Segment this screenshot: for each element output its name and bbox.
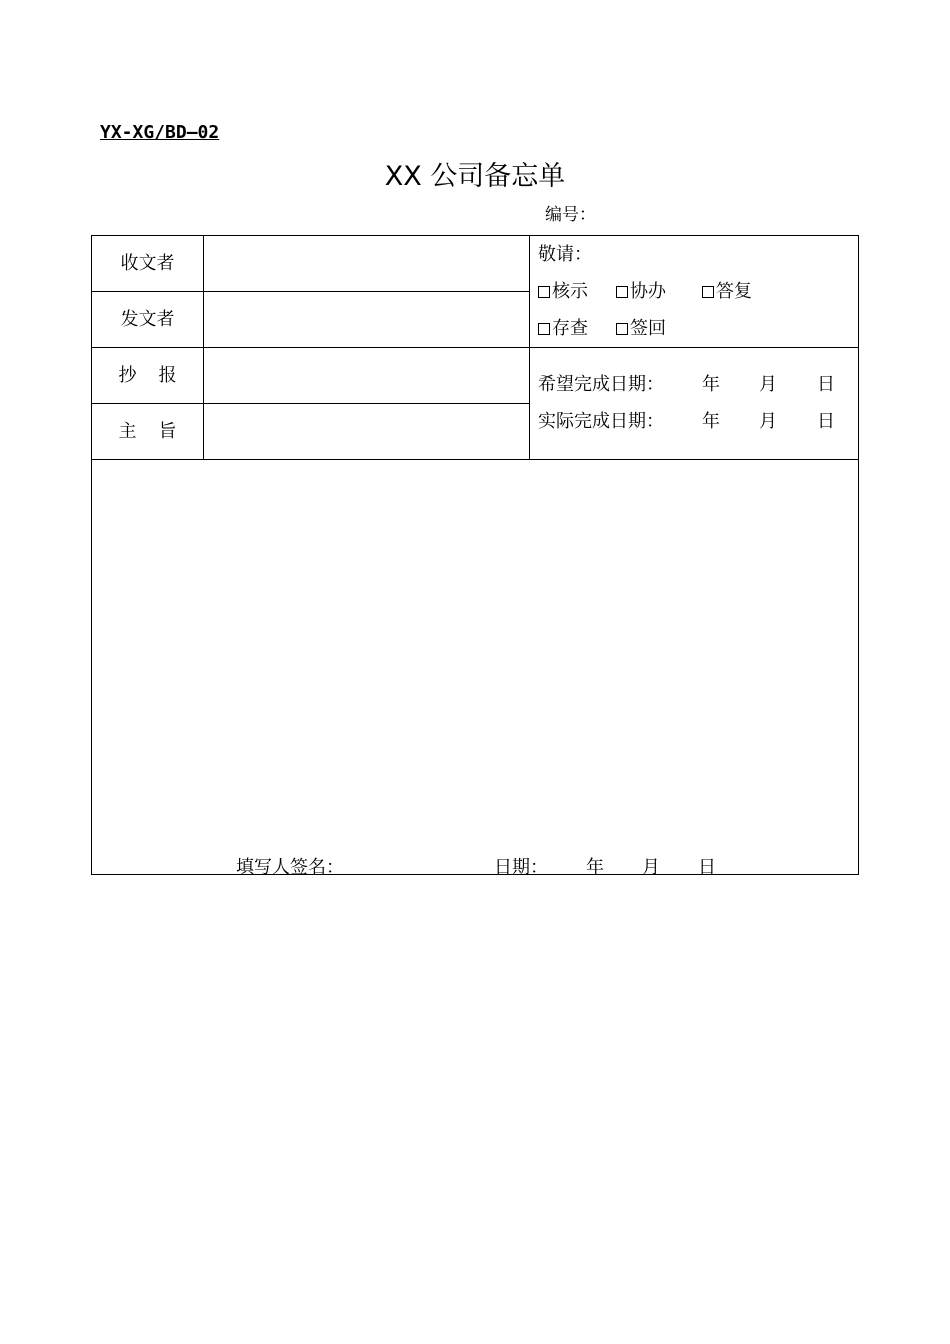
option-sign-return-label: 签回 — [630, 318, 666, 339]
footer-year: 年 — [586, 857, 604, 878]
sender-field[interactable] — [204, 292, 529, 347]
year-blank[interactable] — [548, 858, 586, 875]
subject-field[interactable] — [204, 404, 529, 459]
option-assist-label: 协办 — [630, 281, 666, 302]
cc-label — [92, 361, 203, 387]
option-file-label: 存查 — [552, 318, 588, 339]
subject-label-char-1: 主 — [118, 421, 137, 442]
actual-day: 日 — [817, 411, 835, 432]
expected-month: 月 — [759, 374, 777, 395]
checkbox-icon[interactable] — [616, 286, 628, 298]
footer-month: 月 — [642, 857, 660, 878]
footer-date — [494, 853, 716, 879]
memo-body-field[interactable] — [93, 461, 858, 846]
option-reply[interactable] — [702, 277, 752, 303]
expected-year: 年 — [702, 374, 720, 395]
subject-label — [92, 417, 203, 443]
doc-code: YX-XG/BD—02 — [100, 122, 220, 143]
recipient-label: 收文者 — [120, 253, 175, 274]
footer-day: 日 — [698, 857, 716, 878]
option-file[interactable] — [538, 314, 588, 340]
request-label: 敬请： — [538, 244, 592, 265]
option-reply-label: 答复 — [716, 281, 752, 302]
footer-date-label: 日期： — [494, 857, 548, 878]
cc-label-char-2: 报 — [158, 365, 177, 386]
option-review[interactable] — [538, 277, 588, 303]
option-sign-return[interactable] — [616, 314, 666, 340]
option-assist[interactable] — [616, 277, 666, 303]
memo-form — [91, 235, 859, 878]
serial-number-label: 编号： — [545, 205, 596, 225]
checkbox-icon[interactable] — [538, 323, 550, 335]
divider-row-4 — [92, 459, 859, 460]
subject-label-char-2: 旨 — [158, 421, 177, 442]
page-title: XX 公司备忘单 — [384, 161, 566, 192]
expected-date-label: 希望完成日期： — [538, 374, 664, 395]
option-review-label: 核示 — [552, 281, 588, 302]
checkbox-icon[interactable] — [702, 286, 714, 298]
month-blank[interactable] — [604, 858, 642, 875]
checkbox-icon[interactable] — [616, 323, 628, 335]
cc-field[interactable] — [204, 348, 529, 403]
recipient-field[interactable] — [204, 236, 529, 291]
cc-label-char-1: 抄 — [118, 365, 137, 386]
checkbox-icon[interactable] — [538, 286, 550, 298]
expected-day: 日 — [817, 374, 835, 395]
actual-month: 月 — [759, 411, 777, 432]
sender-label: 发文者 — [120, 309, 175, 330]
actual-year: 年 — [702, 411, 720, 432]
day-blank[interactable] — [660, 858, 698, 875]
actual-date-label: 实际完成日期： — [538, 411, 664, 432]
signer-label: 填写人签名： — [236, 857, 344, 878]
